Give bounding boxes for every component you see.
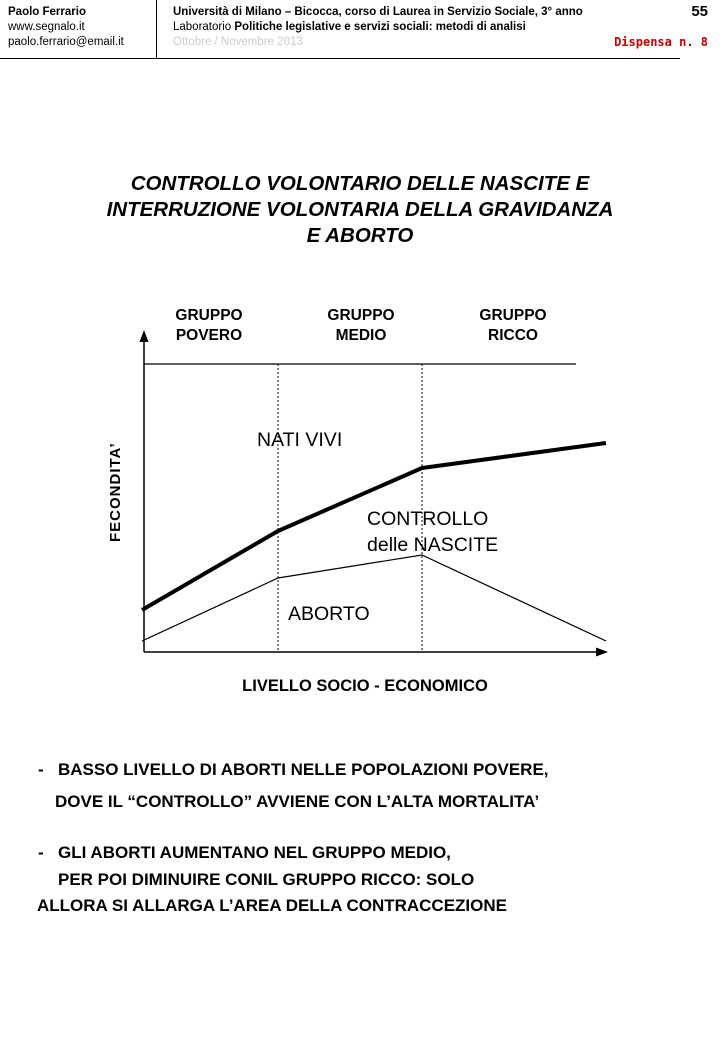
bullet-text: DOVE IL “CONTROLLO” AVVIENE CON L’ALTA MORTALITA’	[55, 792, 540, 811]
author-site: www.segnalo.it	[8, 21, 85, 33]
bullet-text: PER POI DIMINUIRE CONIL GRUPPO RICCO: SOLO	[58, 870, 475, 889]
course-line: Università di Milano – Bicocca, corso di Laurea in Servizio Sociale, 3° anno	[173, 6, 583, 18]
lab-prefix: Laboratorio	[173, 21, 235, 33]
period-line: Ottobre / Novembre 2013	[173, 36, 303, 48]
header-author-block	[8, 5, 124, 50]
group-labels	[175, 307, 546, 344]
author-name: Paolo Ferrario	[8, 6, 86, 18]
x-axis-arrow-icon	[596, 648, 608, 657]
bullet-text: ALLORA SI ALLARGA L’AREA DELLA CONTRACCEZIONE	[37, 896, 507, 915]
bullet-text: BASSO LIVELLO DI ABORTI NELLE POPOLAZIONI POVERE,	[58, 760, 549, 779]
header-rule	[0, 58, 680, 59]
region-label-nati-vivi: NATI VIVI	[257, 429, 343, 451]
author-email: paolo.ferrario@email.it	[8, 36, 124, 48]
page-title	[40, 171, 680, 249]
region-label-nascite: delle NASCITE	[367, 534, 499, 556]
group-label-line: GRUPPO	[327, 307, 395, 324]
group-label-line: GRUPPO	[479, 307, 547, 324]
title-line: CONTROLLO VOLONTARIO DELLE NASCITE E	[130, 172, 590, 195]
header-course-block	[173, 5, 583, 50]
lab-line	[173, 20, 583, 35]
bullet-text: GLI ABORTI AUMENTANO NEL GRUPPO MEDIO,	[58, 843, 451, 862]
group-label-line: MEDIO	[335, 327, 387, 344]
bullet-dash: -	[38, 843, 44, 862]
fertility-chart	[0, 290, 720, 710]
region-label-controllo: CONTROLLO	[367, 508, 489, 530]
group-label-line: RICCO	[488, 327, 538, 344]
group-label-line: POVERO	[175, 327, 243, 344]
y-axis-label: FECONDITA’	[107, 442, 124, 542]
group-label-line: GRUPPO	[175, 307, 243, 324]
dispensa-label: Dispensa n. 8	[614, 35, 708, 49]
header-separator	[156, 0, 157, 58]
lab-title: Politiche legislative e servizi sociali: metodi di analisi	[234, 21, 526, 33]
y-axis-arrow-icon	[140, 330, 149, 342]
region-label-aborto: ABORTO	[288, 603, 370, 625]
title-line: INTERRUZIONE VOLONTARIA DELLA GRAVIDANZA	[106, 198, 614, 221]
bullet-dash: -	[38, 760, 44, 779]
title-line: E ABORTO	[306, 224, 414, 247]
page-number: 55	[691, 3, 708, 20]
x-axis-label: LIVELLO SOCIO - ECONOMICO	[242, 677, 488, 695]
